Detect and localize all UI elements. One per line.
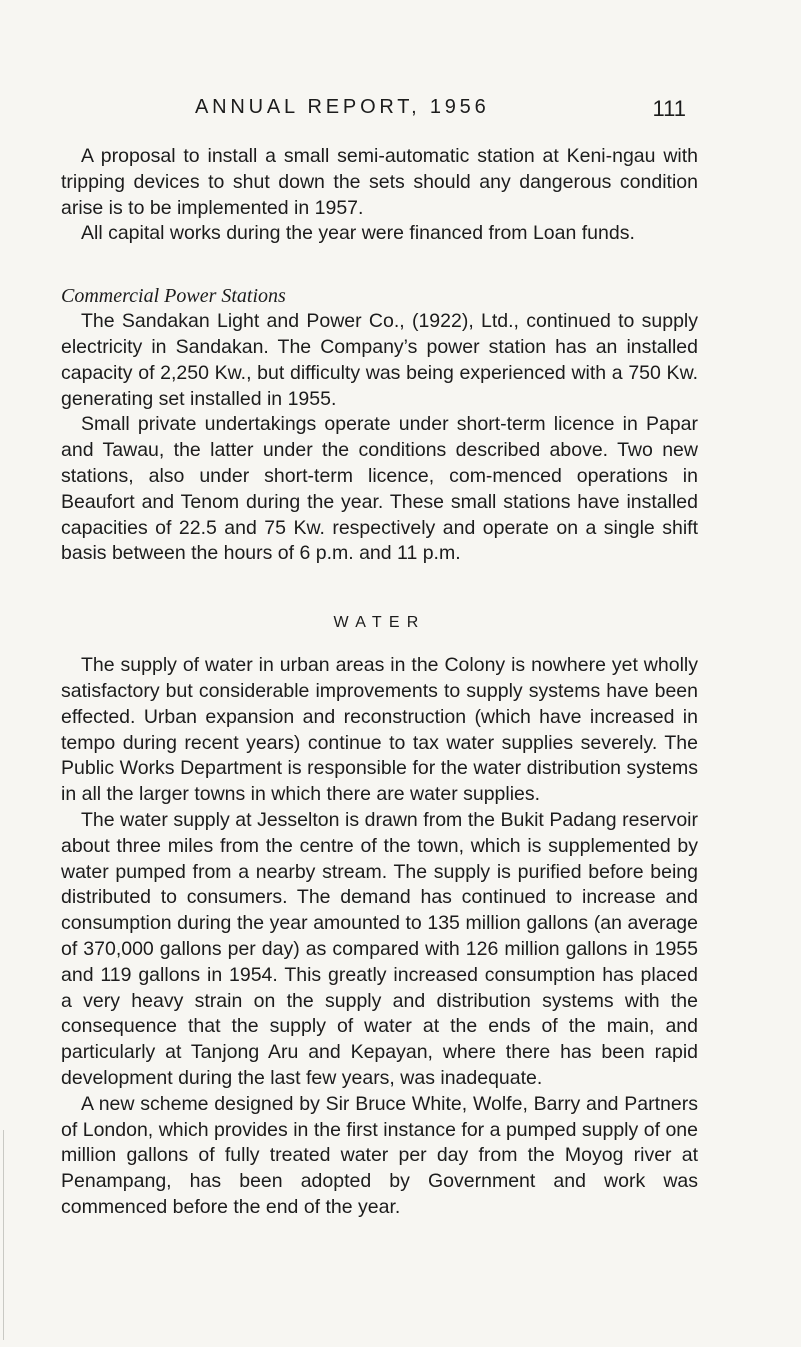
commercial-paragraph: The Sandakan Light and Power Co., (1922), Ltd., continued to supply electricity in Sandakan. The Company’s power station has an installed capacity of 2,250 Kw., but difficulty was being experienced with a 750 Kw. generating set installed in 1955. [61,310,698,410]
page-number: 111 [652,96,686,121]
water-paragraph: The supply of water in urban areas in the Colony is nowhere yet wholly satisfactory but considerable improvements to supply systems have been effected. Urban expansion and reconstruction (which have increased in tempo during recent years) continue to tax water supplies severely. The Public Works Department is responsible for the water distribution systems in all the larger towns in which there are water supplies. [61,654,698,806]
water-paragraph: The water supply at Jesselton is drawn from the Bukit Padang reservoir about three miles from the centre of the town, which is supplemented by water pumped from a nearby stream. The supply is purified before being distributed to consumers. The demand has continued to increase and consumption during the year amounted to 135 million gallons (an average of 370,000 gallons per day) as compared with 126 million gallons in 1955 and 119 gallons in 1954. This greatly increased consumption has placed a very heavy strain on the supply and distribution systems with the consequence that the supply of water at the ends of the main, and particularly at Tanjong Aru and Kepayan, where there has been rapid development during the last few years, was inadequate. [61,808,698,1089]
scan-margin-line [3,1130,4,1340]
commercial-paragraph: Small private undertakings operate under short-term licence in Papar and Tawau, the latter under the conditions described above. Two new stations, also under short-term licence, com-menced operations in Beaufort and Tenom during the year. These small stations have installed capacities of 22.5 and 75 Kw. respectively and operate on a single shift basis between the hours of 6 p.m. and 11 p.m. [61,413,698,565]
running-header [195,94,686,120]
intro-paragraph: All capital works during the year were financed from Loan funds. [81,222,635,245]
report-title: ANNUAL REPORT, 1956 [195,96,490,118]
page-body [61,144,698,1221]
section-title-water: WATER [333,614,426,632]
intro-paragraph: A proposal to install a small semi-automatic station at Keni-ngau with tripping devices to shut down the sets should any dangerous condition arise is to be implemented in 1957. [61,145,698,219]
section-title-commercial: Commercial Power Stations [61,285,286,308]
water-paragraph: A new scheme designed by Sir Bruce White, Wolfe, Barry and Partners of London, which provides in the first instance for a pumped supply of one million gallons of fully treated water per day from the Moyog river at Penampang, has been adopted by Government and work was commenced before the end of the year. [61,1092,698,1218]
